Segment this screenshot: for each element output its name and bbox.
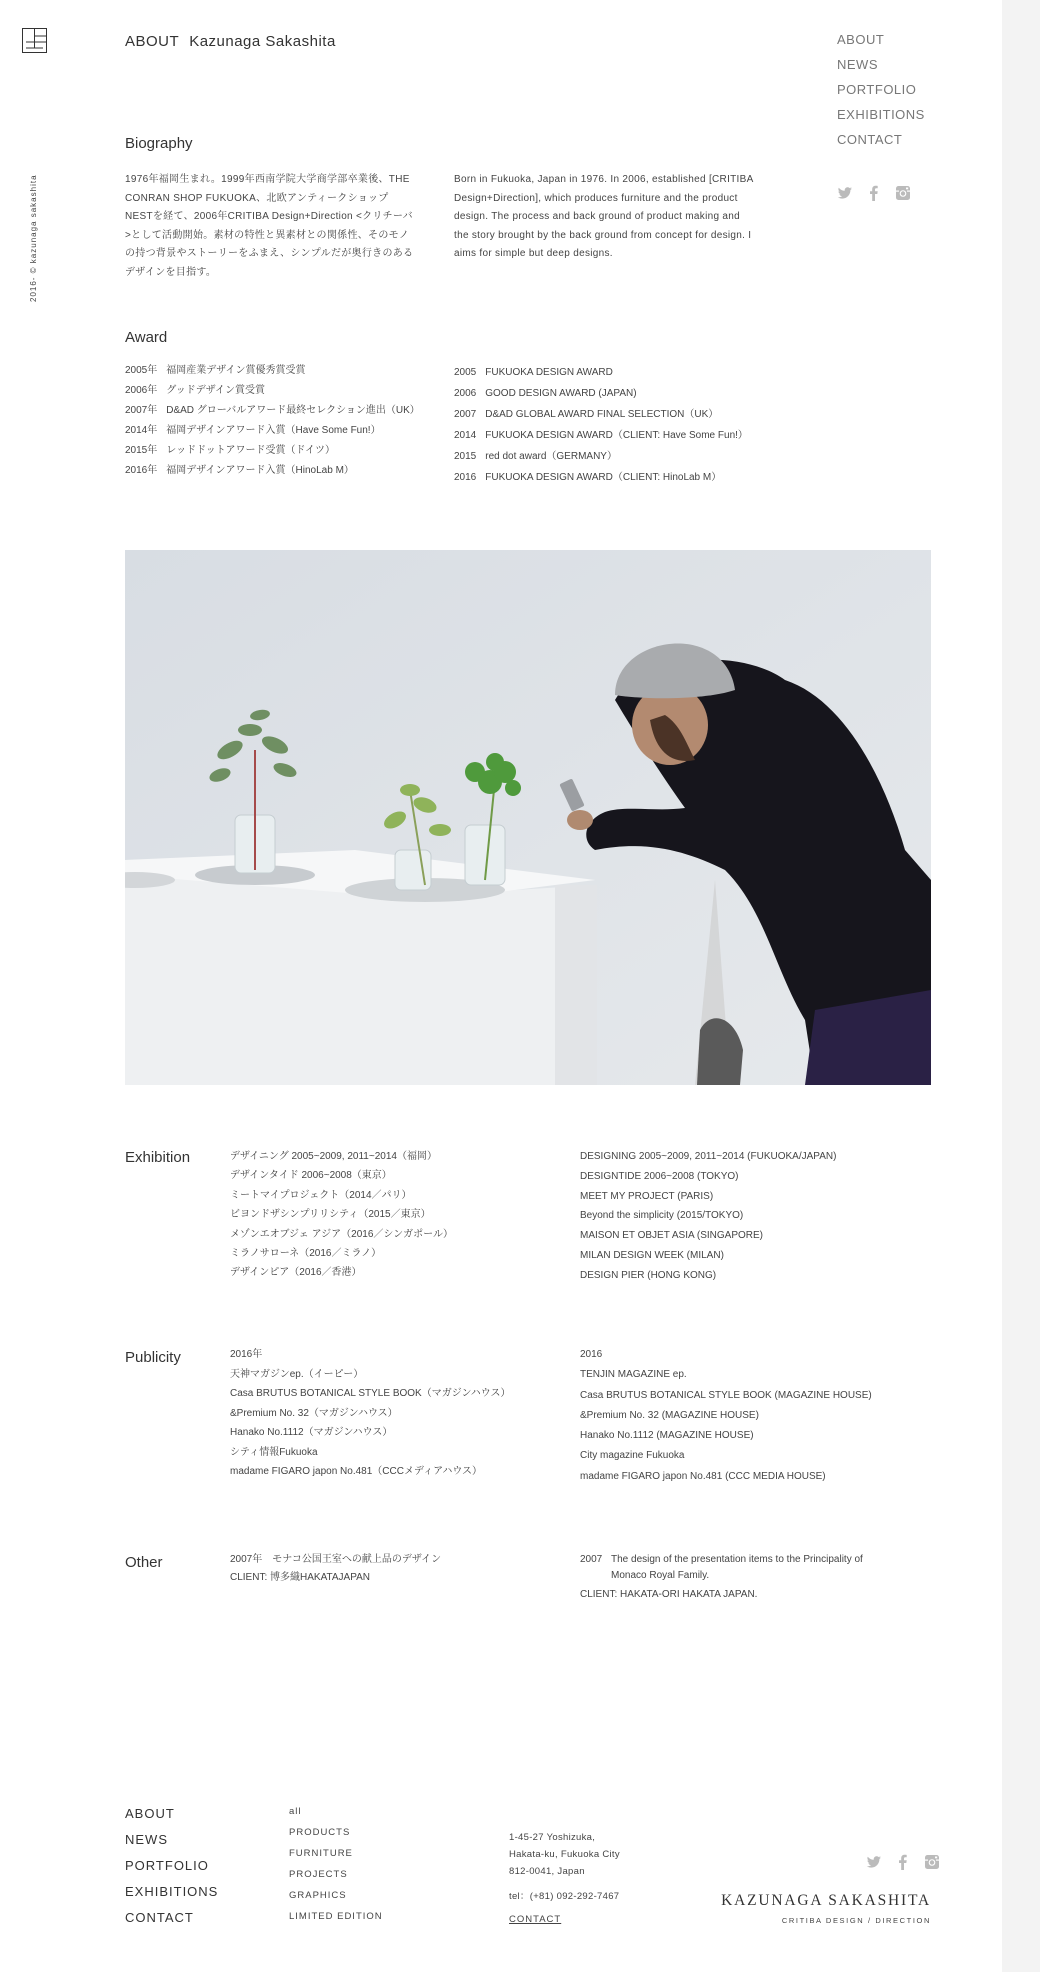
page-edge-strip [1002, 0, 1040, 1972]
other-jp-line: 2007年 モナコ公国王室への献上品のデザイン [230, 1554, 442, 1565]
list-item: Hanako No.1112 (MAGAZINE HOUSE) [580, 1430, 754, 1442]
biography-jp: 1976年福岡生まれ。1999年西南学院大学商学部卒業後、THE CONRAN SHOP FUKUOKA、北欧アンティークショップNESTを経て、2006年CRITIBA Design+Direction <クリチーバ>として活動開始。素材の特性と異素材との関係性、そのモノの持つ背景やストーリーをふまえ、シンプルだが奥行きのあるデザインを目指す。 [125, 174, 414, 278]
footer-categories [289, 1806, 383, 1932]
list-item: 2014年 福岡デザインアワード入賞（Have Some Fun!） [125, 425, 381, 436]
footer-address: 1-45-27 Yoshizuka, Hakata-ku, Fukuoka City 812-0041, Japan [509, 1832, 620, 1877]
hero-photo [125, 550, 931, 1085]
list-item: MEET MY PROJECT (PARIS) [580, 1190, 714, 1202]
instagram-icon[interactable] [895, 185, 911, 201]
list-item: madame FIGARO japon No.481（CCCメディアハウス） [230, 1466, 483, 1477]
list-item: 2015年 レッドドットアワード受賞（ドイツ） [125, 445, 335, 456]
footer-cat-all[interactable]: all [289, 1806, 302, 1817]
list-item: 天神マガジンep.（イーピー） [230, 1368, 364, 1380]
list-item: DESIGN PIER (HONG KONG) [580, 1269, 717, 1281]
biography-en: Born in Fukuoka, Japan in 1976. In 2006, established [CRITIBA Design+Direction], which produces furniture and the product design. The process and back ground of product making and the story brought by the back ground from concept for design. I aims for simple but deep designs. [454, 174, 754, 260]
nav-item-contact[interactable]: CONTACT [837, 132, 903, 147]
nav-item-about[interactable]: ABOUT [837, 32, 885, 47]
list-item: DESIGNTIDE 2006~2008 (TOKYO) [580, 1170, 739, 1182]
list-item: MAISON ET OBJET ASIA (SINGAPORE) [580, 1230, 764, 1242]
list-item: 2006 GOOD DESIGN AWARD (JAPAN) [454, 388, 637, 399]
list-item: 2007年 D&AD グローバルアワード最終セレクション進出（UK） [125, 405, 420, 416]
footer-cat-projects[interactable]: PROJECTS [289, 1869, 348, 1880]
other-en-line-cont: Monaco Royal Family. [611, 1570, 710, 1581]
list-item: madame FIGARO japon No.481 (CCC MEDIA HOUSE) [580, 1470, 826, 1482]
footer-nav-contact[interactable]: CONTACT [125, 1910, 194, 1925]
list-item: 2016 [580, 1349, 603, 1360]
list-item: TENJIN MAGAZINE ep. [580, 1369, 687, 1381]
list-item: ミートマイプロジェクト（2014／パリ） [230, 1189, 412, 1201]
list-item: 2007 D&AD GLOBAL AWARD FINAL SELECTION（UK） [454, 409, 719, 420]
list-item: ビヨンドザシンプリリシティ（2015／東京） [230, 1209, 431, 1221]
list-item: デザインピア（2016／香港） [230, 1267, 362, 1279]
brand-subtitle: CRITIBA DESIGN / DIRECTION [781, 1916, 931, 1925]
list-item: シティ情報Fukuoka [230, 1446, 318, 1458]
instagram-icon[interactable] [924, 1854, 940, 1870]
list-item: デザインタイド 2006~2008（東京） [230, 1170, 392, 1182]
other-en-year: 2007 [580, 1554, 603, 1565]
list-item: City magazine Fukuoka [580, 1450, 685, 1462]
footer-nav-news[interactable]: NEWS [125, 1832, 168, 1847]
footer-cat-products[interactable]: PRODUCTS [289, 1827, 351, 1838]
publicity-list-jp [230, 1345, 510, 1482]
list-item: 2014 FUKUOKA DESIGN AWARD（CLIENT: Have Some Fun!） [454, 430, 748, 441]
nav-item-portfolio[interactable]: PORTFOLIO [837, 82, 917, 97]
page-name-label: Kazunaga Sakashita [189, 33, 336, 50]
list-item: デザイニング 2005~2009, 2011~2014（福岡） [230, 1151, 437, 1162]
exhibition-list-en [580, 1147, 836, 1286]
list-item: 2005年 福岡産業デザイン賞優秀賞受賞 [125, 365, 306, 376]
list-item: ミラノサローネ（2016／ミラノ） [230, 1247, 382, 1259]
list-item: Beyond the simplicity (2015/TOKYO) [580, 1210, 744, 1222]
footer-nav-about[interactable]: ABOUT [125, 1806, 175, 1821]
top-nav [837, 32, 925, 157]
top-social-links [837, 185, 911, 201]
footer-nav-portfolio[interactable]: PORTFOLIO [125, 1858, 209, 1873]
biography-heading: Biography [125, 135, 193, 152]
footer-brand [721, 1892, 931, 1925]
list-item: &Premium No. 32（マガジンハウス） [230, 1407, 398, 1419]
other-en-client: CLIENT: HAKATA-ORI HAKATA JAPAN. [580, 1589, 758, 1600]
footer-cat-graphics[interactable]: GRAPHICS [289, 1890, 347, 1901]
footer-social-links [866, 1854, 940, 1870]
nav-item-exhibitions[interactable]: EXHIBITIONS [837, 107, 925, 122]
award-heading: Award [125, 329, 168, 346]
list-item: 2005 FUKUOKA DESIGN AWARD [454, 367, 613, 378]
footer-nav [125, 1806, 218, 1936]
other-heading: Other [125, 1554, 163, 1571]
footer-cat-limited-edition[interactable]: LIMITED EDITION [289, 1911, 383, 1922]
list-item: 2006年 グッドデザイン賞受賞 [125, 385, 266, 396]
award-list-en [454, 362, 748, 488]
publicity-list-en [580, 1345, 872, 1487]
footer-contact-link[interactable]: CONTACT [509, 1914, 562, 1925]
list-item: 2016 FUKUOKA DESIGN AWARD（CLIENT: HinoLab M） [454, 472, 722, 483]
list-item: 2016年 [230, 1349, 263, 1360]
award-list-jp [125, 361, 420, 481]
publicity-heading: Publicity [125, 1349, 181, 1366]
page-section-label: ABOUT [125, 33, 180, 50]
other-en-line: The design of the presentation items to the Principality of [611, 1554, 863, 1565]
facebook-icon[interactable] [866, 185, 882, 201]
list-item: メゾンエオブジェ アジア（2016／シンガポール） [230, 1228, 453, 1240]
list-item: MILAN DESIGN WEEK (MILAN) [580, 1249, 724, 1261]
sakashita-logo-icon[interactable] [22, 28, 47, 53]
list-item: 2016年 福岡デザインアワード入賞（HinoLab M） [125, 465, 354, 476]
exhibition-heading: Exhibition [125, 1149, 191, 1166]
page-title [125, 33, 336, 50]
list-item: Casa BRUTUS BOTANICAL STYLE BOOK（マガジンハウス） [230, 1388, 511, 1399]
other-jp [230, 1551, 441, 1587]
list-item: &Premium No. 32 (MAGAZINE HOUSE) [580, 1409, 759, 1421]
brand-name: KAZUNAGA SAKASHITA [721, 1892, 931, 1909]
other-jp-client: CLIENT: 博多織HAKATAJAPAN [230, 1572, 371, 1583]
list-item: 2015 red dot award（GERMANY） [454, 451, 617, 462]
twitter-icon[interactable] [837, 185, 853, 201]
footer-tel: tel：(+81) 092-292-7467 [509, 1891, 620, 1902]
list-item: Hanako No.1112（マガジンハウス） [230, 1427, 393, 1438]
exhibition-list-jp [230, 1147, 453, 1283]
copyright-text: 2016- © kazunaga sakashita [29, 174, 38, 302]
twitter-icon[interactable] [866, 1854, 882, 1870]
nav-item-news[interactable]: NEWS [837, 57, 878, 72]
facebook-icon[interactable] [895, 1854, 911, 1870]
list-item: DESIGNING 2005~2009, 2011~2014 (FUKUOKA/JAPAN) [580, 1151, 837, 1162]
other-en [580, 1552, 863, 1603]
footer-nav-exhibitions[interactable]: EXHIBITIONS [125, 1884, 219, 1899]
footer-cat-furniture[interactable]: FURNITURE [289, 1848, 353, 1859]
list-item: Casa BRUTUS BOTANICAL STYLE BOOK (MAGAZINE HOUSE) [580, 1389, 872, 1401]
